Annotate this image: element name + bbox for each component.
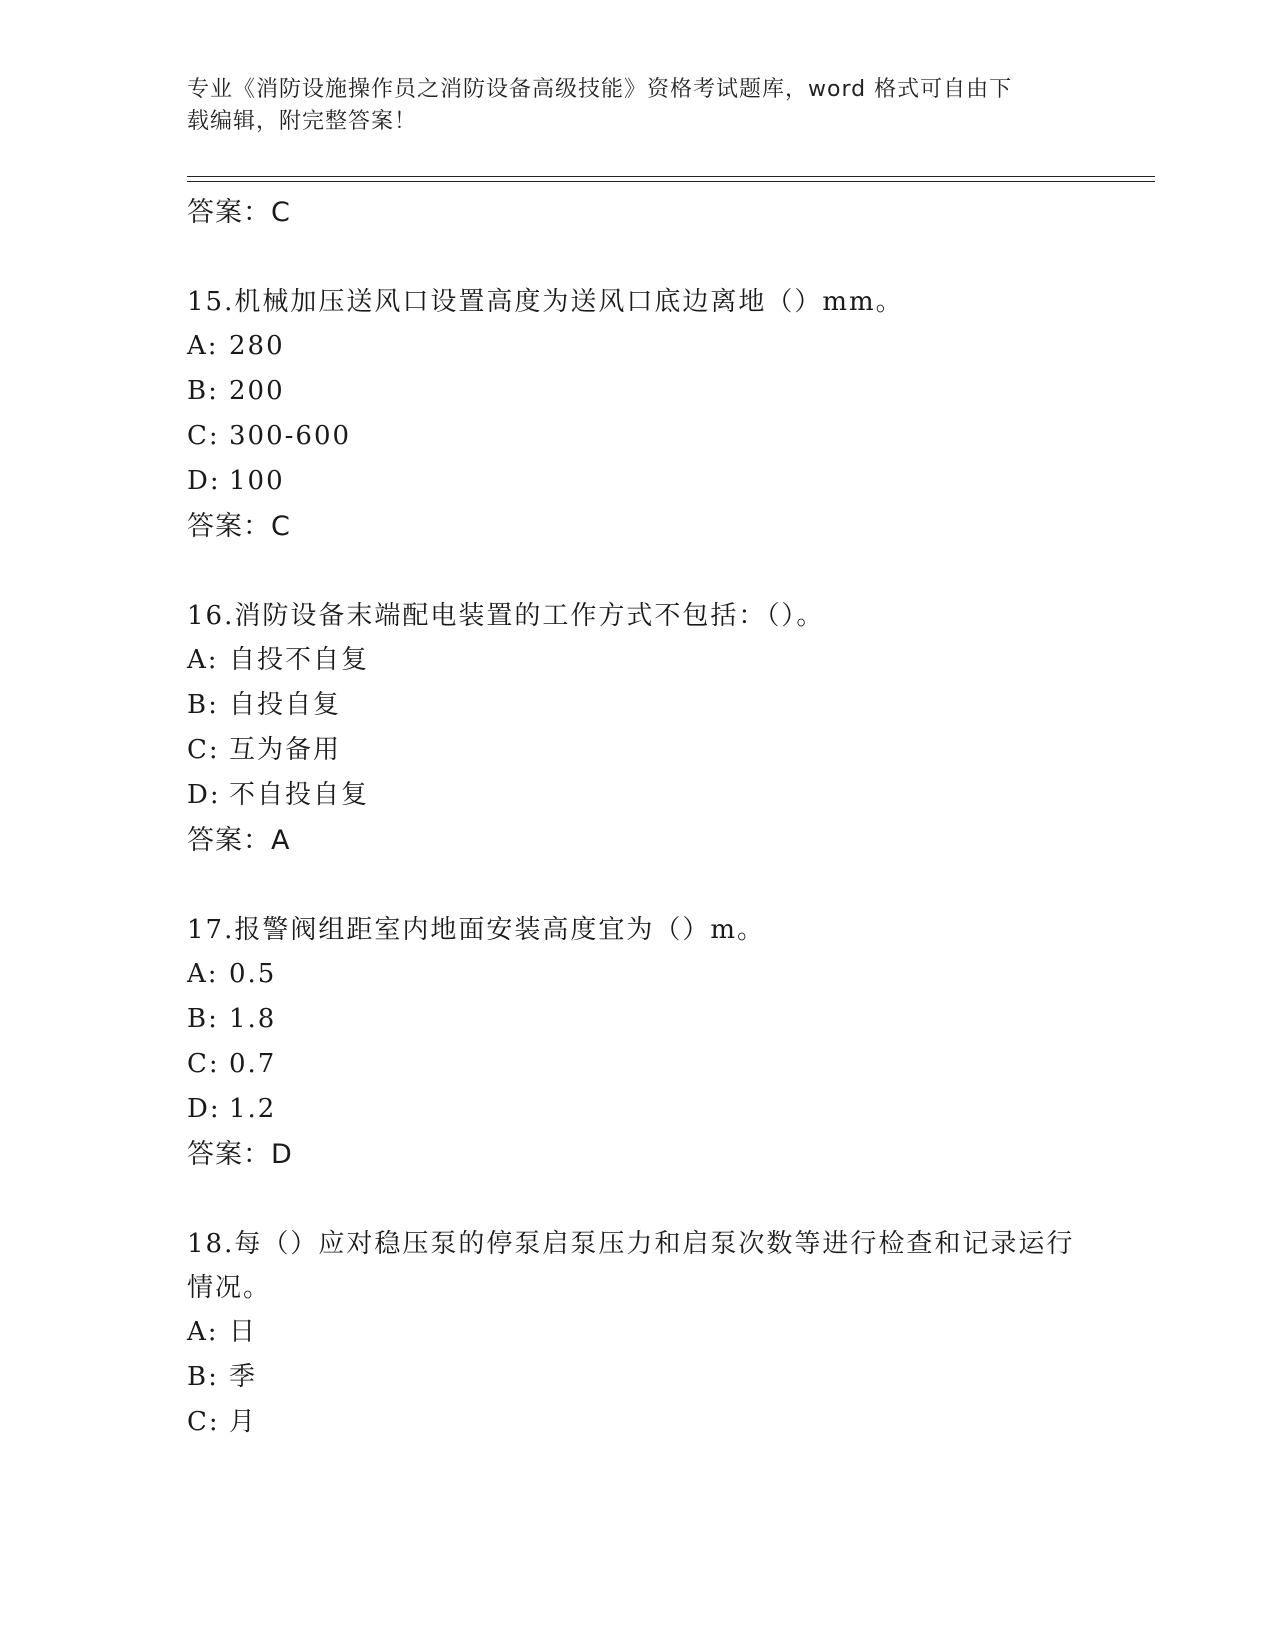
option-value: 日 bbox=[229, 1317, 258, 1347]
option-a bbox=[187, 324, 1087, 369]
option-d bbox=[187, 459, 1087, 504]
answer-line: 答案：A bbox=[187, 825, 291, 856]
header-line-1: 专业《消防设施操作员之消防设备高级技能》资格考试题库，word 格式可自由下 bbox=[187, 77, 1013, 102]
option-value: 0.5 bbox=[229, 959, 277, 989]
option-c bbox=[187, 1042, 1087, 1087]
question-item bbox=[187, 594, 1087, 863]
question-text: 15.机械加压送风口设置高度为送风口底边离地（）mm。 bbox=[187, 287, 904, 317]
question-text: 17.报警阀组距室内地面安装高度宜为（）m。 bbox=[187, 915, 766, 945]
option-key: B: bbox=[187, 1362, 219, 1392]
option-c bbox=[187, 414, 1087, 459]
question-item bbox=[187, 280, 1087, 549]
option-key: B: bbox=[187, 1004, 219, 1034]
option-value: 1.8 bbox=[229, 1004, 277, 1034]
option-key: A: bbox=[187, 1317, 219, 1347]
question-list bbox=[187, 190, 1087, 1445]
option-key: A: bbox=[187, 331, 219, 361]
option-d bbox=[187, 1087, 1087, 1132]
option-key: C: bbox=[187, 1407, 220, 1437]
option-value: 300-600 bbox=[229, 421, 352, 451]
option-d bbox=[187, 773, 1087, 818]
option-value: 自投不自复 bbox=[229, 645, 370, 675]
question-text: 18.每（）应对稳压泵的停泵启泵压力和启泵次数等进行检查和记录运行情况。 bbox=[187, 1229, 1075, 1303]
header-divider-top bbox=[187, 176, 1155, 177]
option-value: 不自投自复 bbox=[229, 780, 370, 810]
answer-line: 答案：C bbox=[187, 197, 291, 228]
option-a bbox=[187, 638, 1087, 683]
header-line-2: 载编辑，附完整答案！ bbox=[187, 109, 418, 134]
option-key: D: bbox=[187, 466, 221, 496]
option-value: 280 bbox=[229, 331, 285, 361]
option-key: C: bbox=[187, 1049, 220, 1079]
question-text: 16.消防设备末端配电装置的工作方式不包括：（）。 bbox=[187, 601, 825, 631]
option-c bbox=[187, 728, 1087, 773]
option-c bbox=[187, 1400, 1087, 1445]
option-key: D: bbox=[187, 780, 221, 810]
option-value: 互为备用 bbox=[229, 735, 342, 765]
header-divider-bottom bbox=[187, 181, 1155, 182]
document-header bbox=[187, 74, 1067, 138]
option-b bbox=[187, 683, 1087, 728]
answer-line: 答案：C bbox=[187, 511, 291, 542]
question-item bbox=[187, 1222, 1087, 1445]
option-b bbox=[187, 1355, 1087, 1400]
option-key: A: bbox=[187, 645, 219, 675]
option-value: 200 bbox=[229, 376, 285, 406]
option-value: 季 bbox=[229, 1362, 258, 1392]
option-key: D: bbox=[187, 1094, 221, 1124]
option-key: C: bbox=[187, 735, 220, 765]
option-value: 0.7 bbox=[229, 1049, 277, 1079]
option-b bbox=[187, 997, 1087, 1042]
option-key: B: bbox=[187, 376, 219, 406]
option-value: 100 bbox=[229, 466, 285, 496]
option-value: 自投自复 bbox=[229, 690, 342, 720]
question-item bbox=[187, 908, 1087, 1177]
option-key: B: bbox=[187, 690, 219, 720]
option-a bbox=[187, 1310, 1087, 1355]
answer-line: 答案：D bbox=[187, 1139, 293, 1170]
option-value: 1.2 bbox=[229, 1094, 277, 1124]
option-key: C: bbox=[187, 421, 220, 451]
option-a bbox=[187, 952, 1087, 997]
option-value: 月 bbox=[229, 1407, 258, 1437]
option-b bbox=[187, 369, 1087, 414]
option-key: A: bbox=[187, 959, 219, 989]
